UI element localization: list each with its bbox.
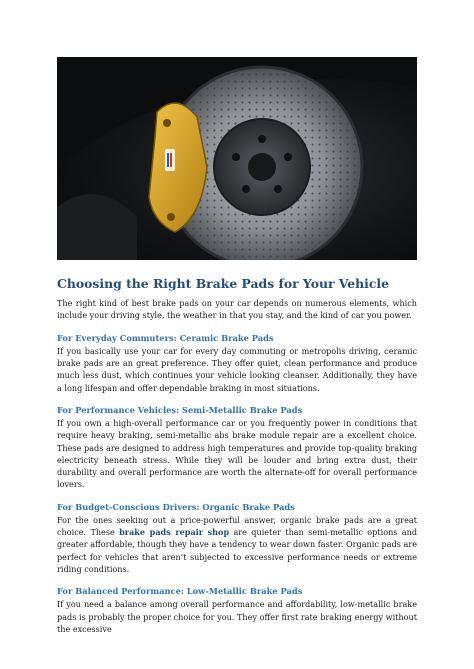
section-heading-semi-metallic: For Performance Vehicles: Semi-Metallic Brake Pads [57,405,303,416]
article-title: Choosing the Right Brake Pads for Your Vehicle [57,276,390,291]
brake-disc-illustration [57,57,417,260]
section-body-organic-end: are quieter than semi-metallic options and greater affordable, though they have a tendency to wear down faster. Organic pads are perfect for vehicles that aren’t subjected to excessive performance needs or extreme riding conditions. [57,527,418,574]
section-heading-ceramic: For Everyday Commuters: Ceramic Brake Pads [57,332,274,343]
article-content [57,276,417,635]
section-heading-low-metallic: For Balanced Performance: Low-Metallic Brake Pads [57,586,303,597]
section-heading-organic: For Budget-Conscious Drivers: Organic Brake Pads [57,501,295,512]
brake-disc-photo [57,57,417,260]
section-body-ceramic: If you basically use your car for every day commuting or metropolis driving, ceramic brake pads are an great preference. They offer quiet, clean performance and produce much less dust, which continues your vehicle looking cleanser. Additionally, they have a long lifespan and offer dependable braking in most situations. [57,345,417,393]
section-body-organic-start: For the ones seeking out a price-powerful answer, organic brake pads are a great choice. These [57,514,417,538]
brake-pads-repair-shop-link[interactable]: brake pads repair shop [119,527,230,538]
section-body-semi-metallic: If you own a high-overall performance car or you frequently power in conditions that require heavy braking, semi-metallic abs brake module repair are a excellent choice. These pads are designed to address high temperatures and provide top-quality braking electricity beneath stress. While they will be louder and bring extra dust, their durability and overall performance are worth the alternate-off for overall performance lovers. [57,418,417,490]
article-intro: The right kind of best brake pads on your car depends on numerous elements, which include your driving style, the weather in that you stay, and the kind of car you power. [57,298,417,321]
section-body-organic [57,514,417,575]
section-body-low-metallic: If you need a balance among overall performance and affordability, low-metallic brake pads is probably the proper choice for you. They offer first rate braking energy without the excessive [57,599,417,634]
